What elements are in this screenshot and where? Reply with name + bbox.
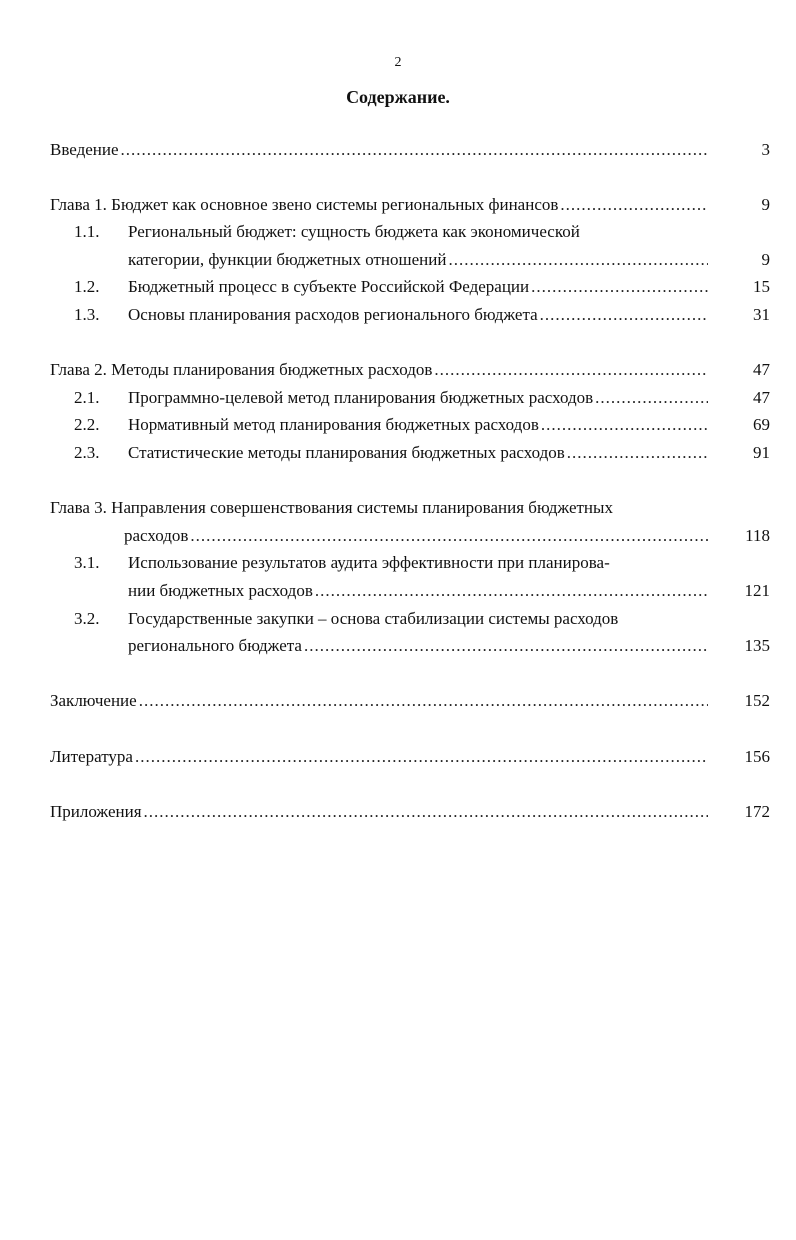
toc-leader-dots xyxy=(121,139,708,160)
toc-entry-page: 172 xyxy=(744,802,770,821)
toc-entry-text: Программно-целевой метод планирования бюджетных расходов xyxy=(128,388,594,407)
toc-entry-section-3-1 xyxy=(74,552,770,576)
toc-leader-dots xyxy=(448,249,708,270)
toc-entry-page: 69 xyxy=(753,415,770,434)
toc-entry-page: 47 xyxy=(753,388,770,407)
toc-leader-dots xyxy=(560,194,708,215)
toc-entry-number: 1.1. xyxy=(74,222,100,241)
toc-entry-page: 156 xyxy=(744,747,770,766)
toc-entry-page: 9 xyxy=(761,195,770,214)
toc-entry-section-1-2 xyxy=(74,276,770,300)
toc-entry-number: 2.1. xyxy=(74,388,100,407)
toc-leader-dots xyxy=(540,304,708,325)
toc-entry-text: Глава 2. Методы планирования бюджетных расходов xyxy=(50,360,433,379)
page-title: Содержание. xyxy=(346,87,450,107)
toc-entry-page: 91 xyxy=(753,443,770,462)
toc-leader-dots xyxy=(304,635,708,656)
toc-entry-conclusion xyxy=(50,690,770,714)
page-number: 2 xyxy=(394,55,402,70)
toc-entry-introduction xyxy=(50,139,770,163)
toc-entry-text: Государственные закупки – основа стабилизации системы расходов xyxy=(128,609,619,628)
toc-entry-section-3-2 xyxy=(74,608,770,632)
toc-entry-section-1-1-continued xyxy=(128,249,770,273)
toc-entry-text-continued: категории, функции бюджетных отношений xyxy=(128,250,447,269)
toc-entry-number: 1.2. xyxy=(74,277,100,296)
toc-entry-text: Региональный бюджет: сущность бюджета как экономической xyxy=(128,222,580,241)
toc-leader-dots xyxy=(531,276,708,297)
toc-entry-page: 3 xyxy=(761,140,770,159)
toc-entry-text-continued: регионального бюджета xyxy=(128,636,302,655)
toc-leader-dots xyxy=(595,387,708,408)
toc-entry-text: Нормативный метод планирования бюджетных расходов xyxy=(128,415,539,434)
toc-entry-section-2-2 xyxy=(74,414,770,438)
toc-leader-dots xyxy=(139,690,708,711)
toc-entry-page: 152 xyxy=(744,691,770,710)
toc-entry-number: 2.2. xyxy=(74,415,100,434)
toc-entry-chapter-1 xyxy=(50,194,770,218)
toc-entry-text: Приложения xyxy=(50,802,142,821)
toc-entry-text-continued: нии бюджетных расходов xyxy=(128,581,313,600)
toc-entry-text: Бюджетный процесс в субъекте Российской Федерации xyxy=(128,277,530,296)
toc-entry-section-3-1-continued xyxy=(128,580,770,604)
toc-entry-text: Введение xyxy=(50,140,119,159)
toc-entry-text: Глава 1. Бюджет как основное звено системы региональных финансов xyxy=(50,195,559,214)
toc-entry-appendix xyxy=(50,801,770,825)
toc-entry-page: 9 xyxy=(761,250,770,269)
toc-entry-number: 3.2. xyxy=(74,609,100,628)
toc-entry-chapter-3-continued xyxy=(124,525,770,549)
toc-entry-number: 3.1. xyxy=(74,553,100,572)
toc-entry-text: Литература xyxy=(50,747,133,766)
toc-entry-text-continued: расходов xyxy=(124,526,189,545)
toc-entry-page: 47 xyxy=(753,360,770,379)
toc-entry-page: 135 xyxy=(744,636,770,655)
toc-leader-dots xyxy=(434,359,708,380)
toc-leader-dots xyxy=(567,442,708,463)
toc-entry-page: 121 xyxy=(744,581,770,600)
toc-entry-page: 118 xyxy=(745,526,770,545)
toc-entry-section-2-1 xyxy=(74,387,770,411)
toc-leader-dots xyxy=(135,746,708,767)
toc-entry-text: Глава 3. Направления совершенствования системы планирования бюджетных xyxy=(50,498,613,517)
toc-entry-page: 31 xyxy=(753,305,770,324)
toc-entry-section-1-1 xyxy=(74,221,770,245)
toc-entry-section-1-3 xyxy=(74,304,770,328)
toc-entry-number: 2.3. xyxy=(74,443,100,462)
toc-leader-dots xyxy=(144,801,708,822)
toc-entry-number: 1.3. xyxy=(74,305,100,324)
toc-entry-chapter-3 xyxy=(50,497,770,521)
toc-leader-dots xyxy=(541,414,708,435)
toc-entry-section-3-2-continued xyxy=(128,635,770,659)
toc-entry-text: Статистические методы планирования бюджетных расходов xyxy=(128,443,565,462)
toc-entry-text: Заключение xyxy=(50,691,137,710)
toc-entry-literature xyxy=(50,746,770,770)
toc-entry-chapter-2 xyxy=(50,359,770,383)
toc-entry-section-2-3 xyxy=(74,442,770,466)
toc-entry-page: 15 xyxy=(753,277,770,296)
toc-leader-dots xyxy=(315,580,708,601)
toc-entry-text: Основы планирования расходов регионального бюджета xyxy=(128,305,538,324)
toc-leader-dots xyxy=(190,525,708,546)
toc-entry-text: Использование результатов аудита эффективности при планирова- xyxy=(128,553,610,572)
